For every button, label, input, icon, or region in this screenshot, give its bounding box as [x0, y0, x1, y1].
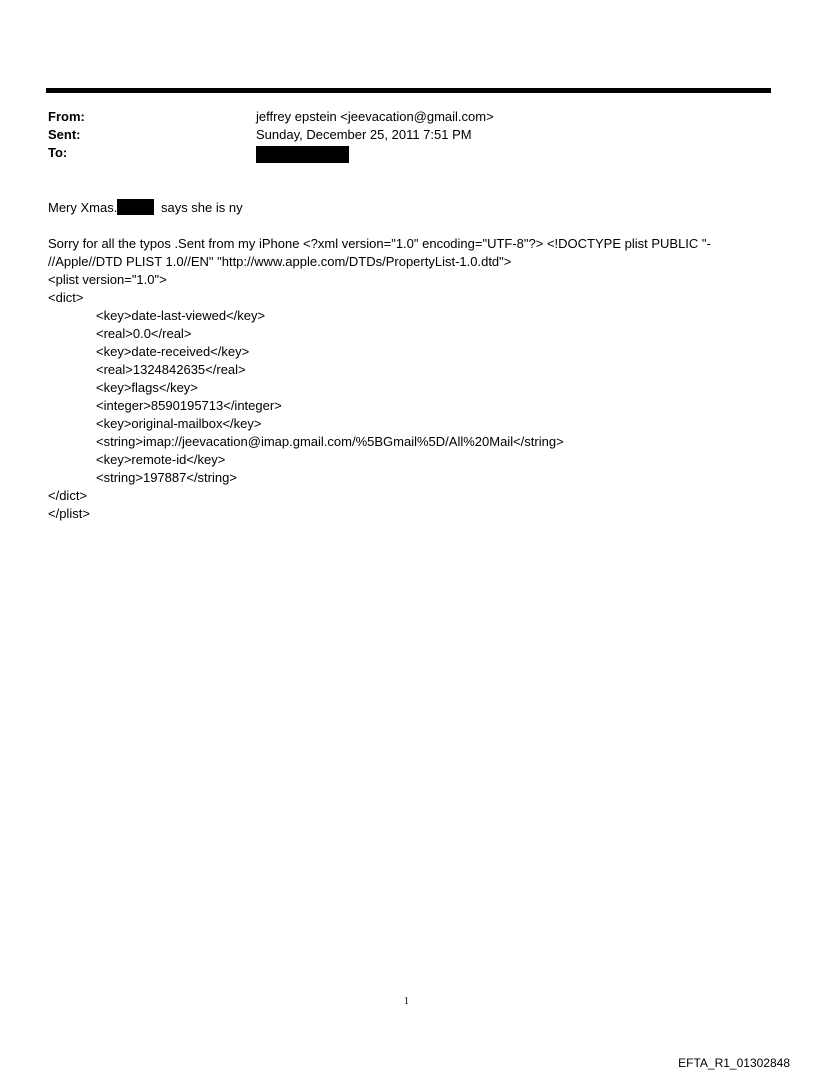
- email-body: [48, 199, 748, 523]
- email-header: [48, 108, 748, 162]
- plist-entry: <key>date-last-viewed</key>: [96, 308, 266, 323]
- to-row: [48, 144, 748, 162]
- to-redaction: [256, 146, 349, 163]
- header-rule: [46, 88, 771, 93]
- to-label: To:: [48, 145, 68, 160]
- dict-close-tag: </dict>: [48, 488, 88, 503]
- dict-open-tag: <dict>: [48, 290, 84, 305]
- sent-row: [48, 126, 748, 144]
- page-number: 1: [404, 996, 409, 1007]
- to-value: [256, 144, 349, 163]
- from-label: From:: [48, 109, 85, 124]
- plist-entry: <integer>8590195713</integer>: [96, 398, 282, 413]
- document-id: EFTA_R1_01302848: [678, 1056, 790, 1070]
- sent-label: Sent:: [48, 127, 81, 142]
- plist-entry: <key>date-received</key>: [96, 344, 250, 359]
- plist-entry: <string>imap://jeevacation@imap.gmail.com/%5BGmail%5D/All%20Mail</string>: [96, 434, 564, 449]
- sent-value: Sunday, December 25, 2011 7:51 PM: [256, 127, 472, 142]
- signature-line: //Apple//DTD PLIST 1.0//EN" "http://www.apple.com/DTDs/PropertyList-1.0.dtd">: [48, 254, 512, 269]
- plist-entry: <key>flags</key>: [96, 380, 198, 395]
- plist-entry: <real>1324842635</real>: [96, 362, 246, 377]
- greeting-line: [48, 199, 748, 217]
- greeting-suffix: says she is ny: [160, 200, 243, 215]
- from-row: [48, 108, 748, 126]
- plist-entry: <key>remote-id</key>: [96, 452, 226, 467]
- plist-open-tag: <plist version="1.0">: [48, 272, 167, 287]
- signature-line: Sorry for all the typos .Sent from my iPhone <?xml version="1.0" encoding="UTF-8"?> <!DOCTYPE plist PUBLIC "-: [48, 236, 711, 251]
- from-value: jeffrey epstein <jeevacation@gmail.com>: [256, 109, 494, 124]
- name-redaction: [117, 199, 154, 215]
- plist-close-tag: </plist>: [48, 506, 90, 521]
- plist-entry: <string>197887</string>: [96, 470, 237, 485]
- plist-entry: <real>0.0</real>: [96, 326, 192, 341]
- greeting-prefix: Mery Xmas.: [48, 200, 118, 215]
- plist-entry: <key>original-mailbox</key>: [96, 416, 262, 431]
- paragraph-spacer: [48, 217, 748, 235]
